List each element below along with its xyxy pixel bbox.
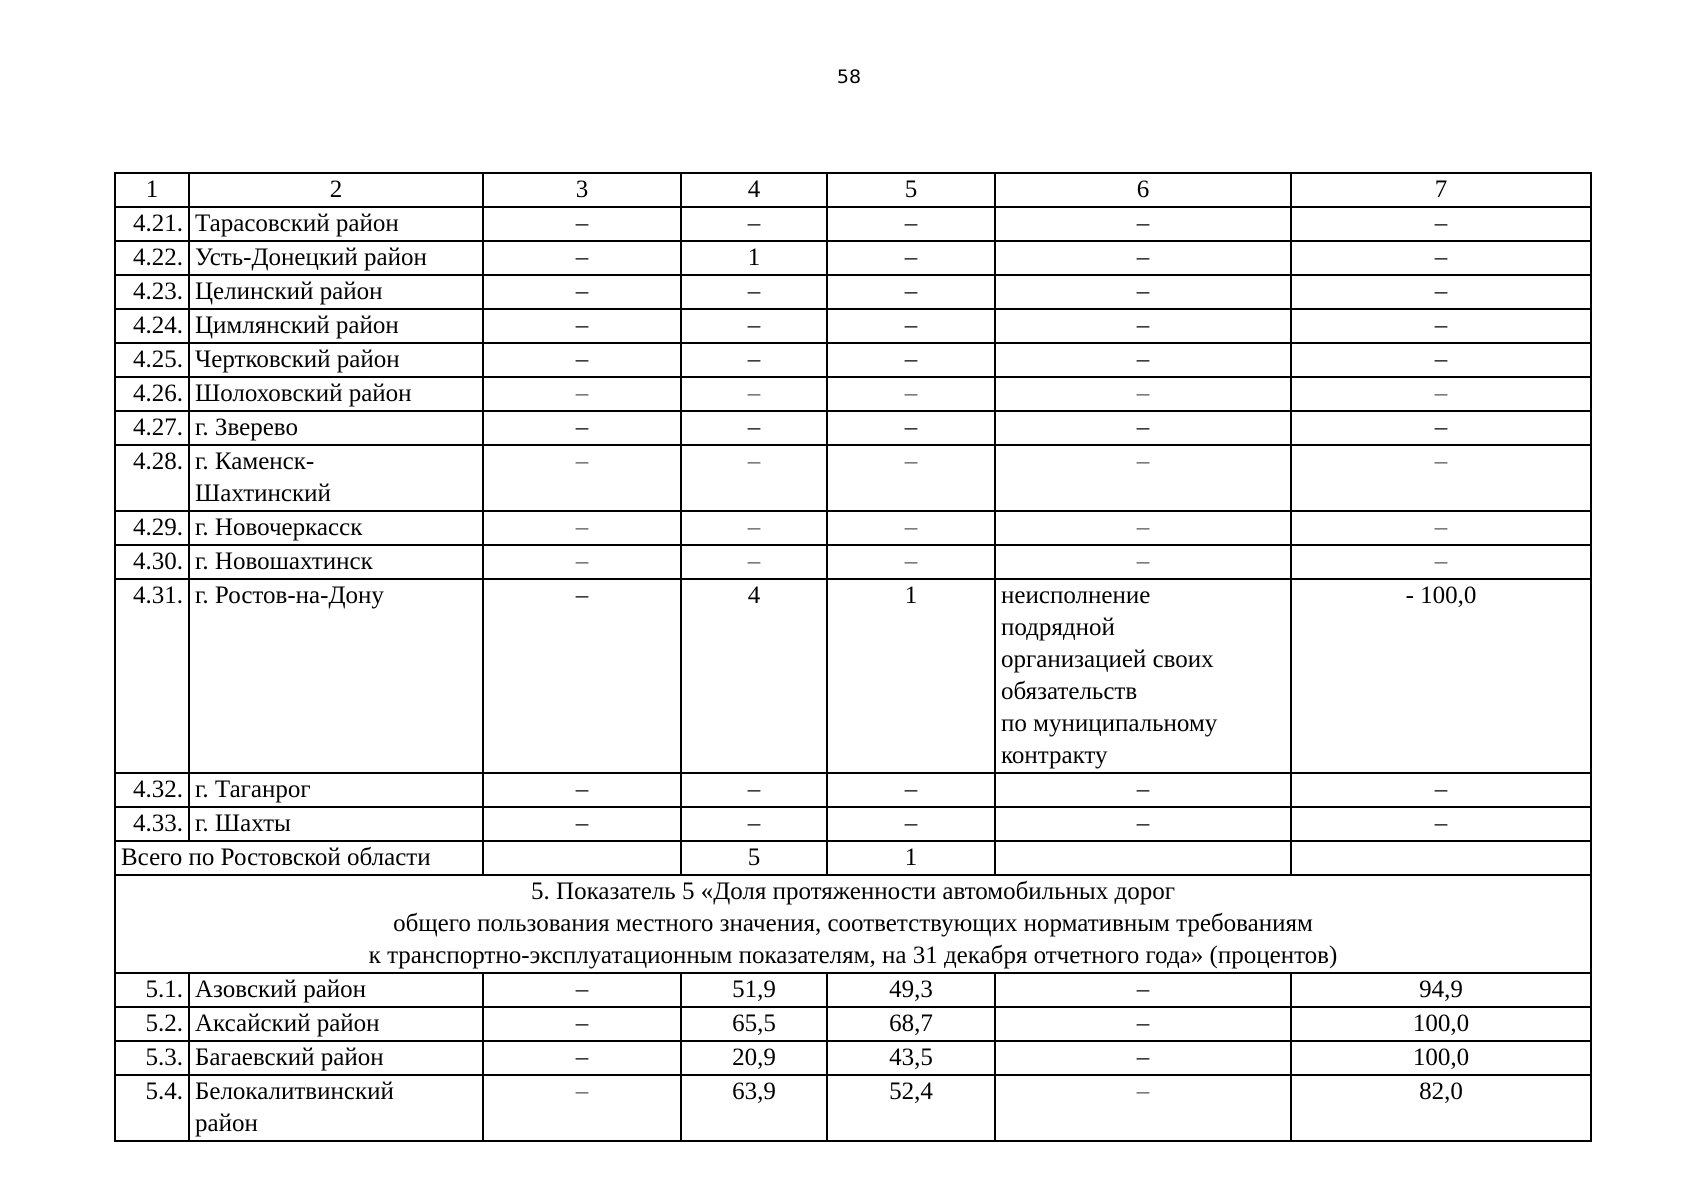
cell-col7: - 100,0 [1291,579,1591,773]
cell-col7: 94,9 [1291,973,1591,1007]
cell-col6: – [995,1007,1291,1041]
row-number: 4.30. [115,545,189,579]
header-cell: 3 [483,173,681,207]
row-number: 5.2. [115,1007,189,1041]
cell-col5: – [827,545,995,579]
cell-col4: – [681,411,827,445]
municipality-name: Чертковский район [189,343,483,377]
cell-col5: – [827,241,995,275]
cell-col3: – [483,207,681,241]
municipality-name: г. Новочеркасск [189,511,483,545]
name-line: Шахтинский [195,480,331,507]
table-row [115,807,1591,841]
section-title-line: к транспортно-эксплуатационным показателям, на 31 декабря отчетного года» (процентов) [368,942,1338,969]
cell-col5: – [827,511,995,545]
row-number: 4.31. [115,579,189,773]
cell-col7: – [1291,377,1591,411]
municipality-name: Тарасовский район [189,207,483,241]
municipality-name: г. Зверево [189,411,483,445]
cell-col7: – [1291,207,1591,241]
cell-col3 [483,841,681,875]
cell-col5: – [827,343,995,377]
municipality-name: Шолоховский район [189,377,483,411]
row-number: 5.1. [115,973,189,1007]
cell-col3: – [483,773,681,807]
reason-line: неисполнение [1001,582,1151,609]
cell-col5: – [827,411,995,445]
cell-col4: – [681,207,827,241]
total-col4: 5 [681,841,827,875]
cell-col6: – [995,1041,1291,1075]
cell-col4: – [681,275,827,309]
cell-col6: – [995,411,1291,445]
total-label: Всего по Ростовской области [115,841,483,875]
cell-col5: 49,3 [827,973,995,1007]
name-line: район [195,1110,258,1137]
cell-col6: – [995,773,1291,807]
header-cell: 7 [1291,173,1591,207]
municipality-name: г. Ростов-на-Дону [189,579,483,773]
cell-col3: – [483,1041,681,1075]
municipality-name: Азовский район [189,973,483,1007]
cell-col6: – [995,241,1291,275]
row-number: 4.29. [115,511,189,545]
row-number: 4.33. [115,807,189,841]
cell-col5: – [827,445,995,511]
cell-col7: 100,0 [1291,1041,1591,1075]
municipality-name: Багаевский район [189,1041,483,1075]
table-row [115,309,1591,343]
municipality-name: г. Таганрог [189,773,483,807]
cell-col6: – [995,973,1291,1007]
municipality-name [189,445,483,511]
cell-col3: – [483,275,681,309]
cell-col7: – [1291,309,1591,343]
table-row [115,411,1591,445]
section-title-line: общего пользования местного значения, соответствующих нормативным требованиям [393,910,1313,937]
cell-col6: – [995,545,1291,579]
municipality-name [189,1075,483,1141]
total-col5: 1 [827,841,995,875]
table-row [115,241,1591,275]
cell-col6: – [995,511,1291,545]
cell-col3: – [483,343,681,377]
cell-col4: 65,5 [681,1007,827,1041]
cell-col5: 43,5 [827,1041,995,1075]
cell-col5: – [827,807,995,841]
cell-col6: – [995,377,1291,411]
table-row [115,1041,1591,1075]
cell-col3: – [483,1075,681,1141]
cell-col7: – [1291,445,1591,511]
cell-col4: 51,9 [681,973,827,1007]
row-number: 5.4. [115,1075,189,1141]
cell-col7: 100,0 [1291,1007,1591,1041]
row-number: 4.28. [115,445,189,511]
header-cell: 5 [827,173,995,207]
cell-col5: – [827,207,995,241]
reason-line: по муниципальному [1001,710,1218,737]
page-number: 58 [836,66,862,88]
cell-col4: – [681,445,827,511]
total-row [115,841,1591,875]
reason-line: обязательств [1001,678,1138,705]
reason-line: контракту [1001,742,1108,769]
table-row [115,445,1591,511]
cell-col7: 82,0 [1291,1075,1591,1141]
row-number: 4.23. [115,275,189,309]
municipality-name: г. Шахты [189,807,483,841]
cell-col6: – [995,309,1291,343]
municipality-name: Аксайский район [189,1007,483,1041]
cell-col6: – [995,207,1291,241]
cell-col4: – [681,511,827,545]
cell-col3: – [483,545,681,579]
cell-col6: – [995,807,1291,841]
cell-col4: – [681,807,827,841]
cell-col6: – [995,275,1291,309]
cell-col4: 4 [681,579,827,773]
row-number: 4.25. [115,343,189,377]
reason-line: организацией своих [1001,646,1214,673]
cell-col4: – [681,377,827,411]
cell-col4: 63,9 [681,1075,827,1141]
municipality-name: г. Новошахтинск [189,545,483,579]
cell-col6-reason [995,579,1291,773]
table-row [115,511,1591,545]
cell-col5: – [827,773,995,807]
cell-col5: 52,4 [827,1075,995,1141]
table-row [115,275,1591,309]
header-cell: 4 [681,173,827,207]
cell-col7 [1291,841,1591,875]
table-row [115,579,1591,773]
table-row [115,1075,1591,1141]
reason-line: подрядной [1001,614,1115,641]
cell-col3: – [483,377,681,411]
cell-col4: – [681,545,827,579]
row-number: 4.26. [115,377,189,411]
cell-col4: – [681,343,827,377]
cell-col7: – [1291,275,1591,309]
name-line: Белокалитвинский [195,1078,394,1105]
cell-col5: – [827,275,995,309]
row-number: 4.24. [115,309,189,343]
cell-col7: – [1291,511,1591,545]
cell-col4: 1 [681,241,827,275]
cell-col7: – [1291,807,1591,841]
cell-col7: – [1291,773,1591,807]
cell-col3: – [483,807,681,841]
cell-col5: – [827,309,995,343]
row-number: 4.27. [115,411,189,445]
table-row [115,1007,1591,1041]
table-row [115,377,1591,411]
cell-col6 [995,841,1291,875]
report-table [114,172,1592,1142]
header-cell: 2 [189,173,483,207]
cell-col4: 20,9 [681,1041,827,1075]
table-row [115,973,1591,1007]
table-row [115,207,1591,241]
cell-col3: – [483,579,681,773]
table-row [115,545,1591,579]
cell-col3: – [483,411,681,445]
cell-col7: – [1291,343,1591,377]
cell-col3: – [483,309,681,343]
cell-col4: – [681,309,827,343]
cell-col7: – [1291,545,1591,579]
cell-col3: – [483,1007,681,1041]
table-row [115,343,1591,377]
cell-col5: – [827,377,995,411]
cell-col7: – [1291,411,1591,445]
municipality-name: Цимлянский район [189,309,483,343]
table-row [115,773,1591,807]
header-cell: 1 [115,173,189,207]
municipality-name: Целинский район [189,275,483,309]
name-line: г. Каменск- [195,448,315,475]
row-number: 4.32. [115,773,189,807]
cell-col3: – [483,511,681,545]
cell-col4: – [681,773,827,807]
section-title-line: 5. Показатель 5 «Доля протяженности автомобильных дорог [531,878,1175,905]
row-number: 4.21. [115,207,189,241]
cell-col5: 68,7 [827,1007,995,1041]
cell-col6: – [995,1075,1291,1141]
section-5-title [115,875,1591,973]
section-title-row [115,875,1591,973]
cell-col6: – [995,445,1291,511]
cell-col7: – [1291,241,1591,275]
row-number: 5.3. [115,1041,189,1075]
header-cell: 6 [995,173,1291,207]
cell-col5: 1 [827,579,995,773]
municipality-name: Усть-Донецкий район [189,241,483,275]
cell-col3: – [483,973,681,1007]
cell-col6: – [995,343,1291,377]
cell-col3: – [483,241,681,275]
cell-col3: – [483,445,681,511]
header-row [115,173,1591,207]
row-number: 4.22. [115,241,189,275]
